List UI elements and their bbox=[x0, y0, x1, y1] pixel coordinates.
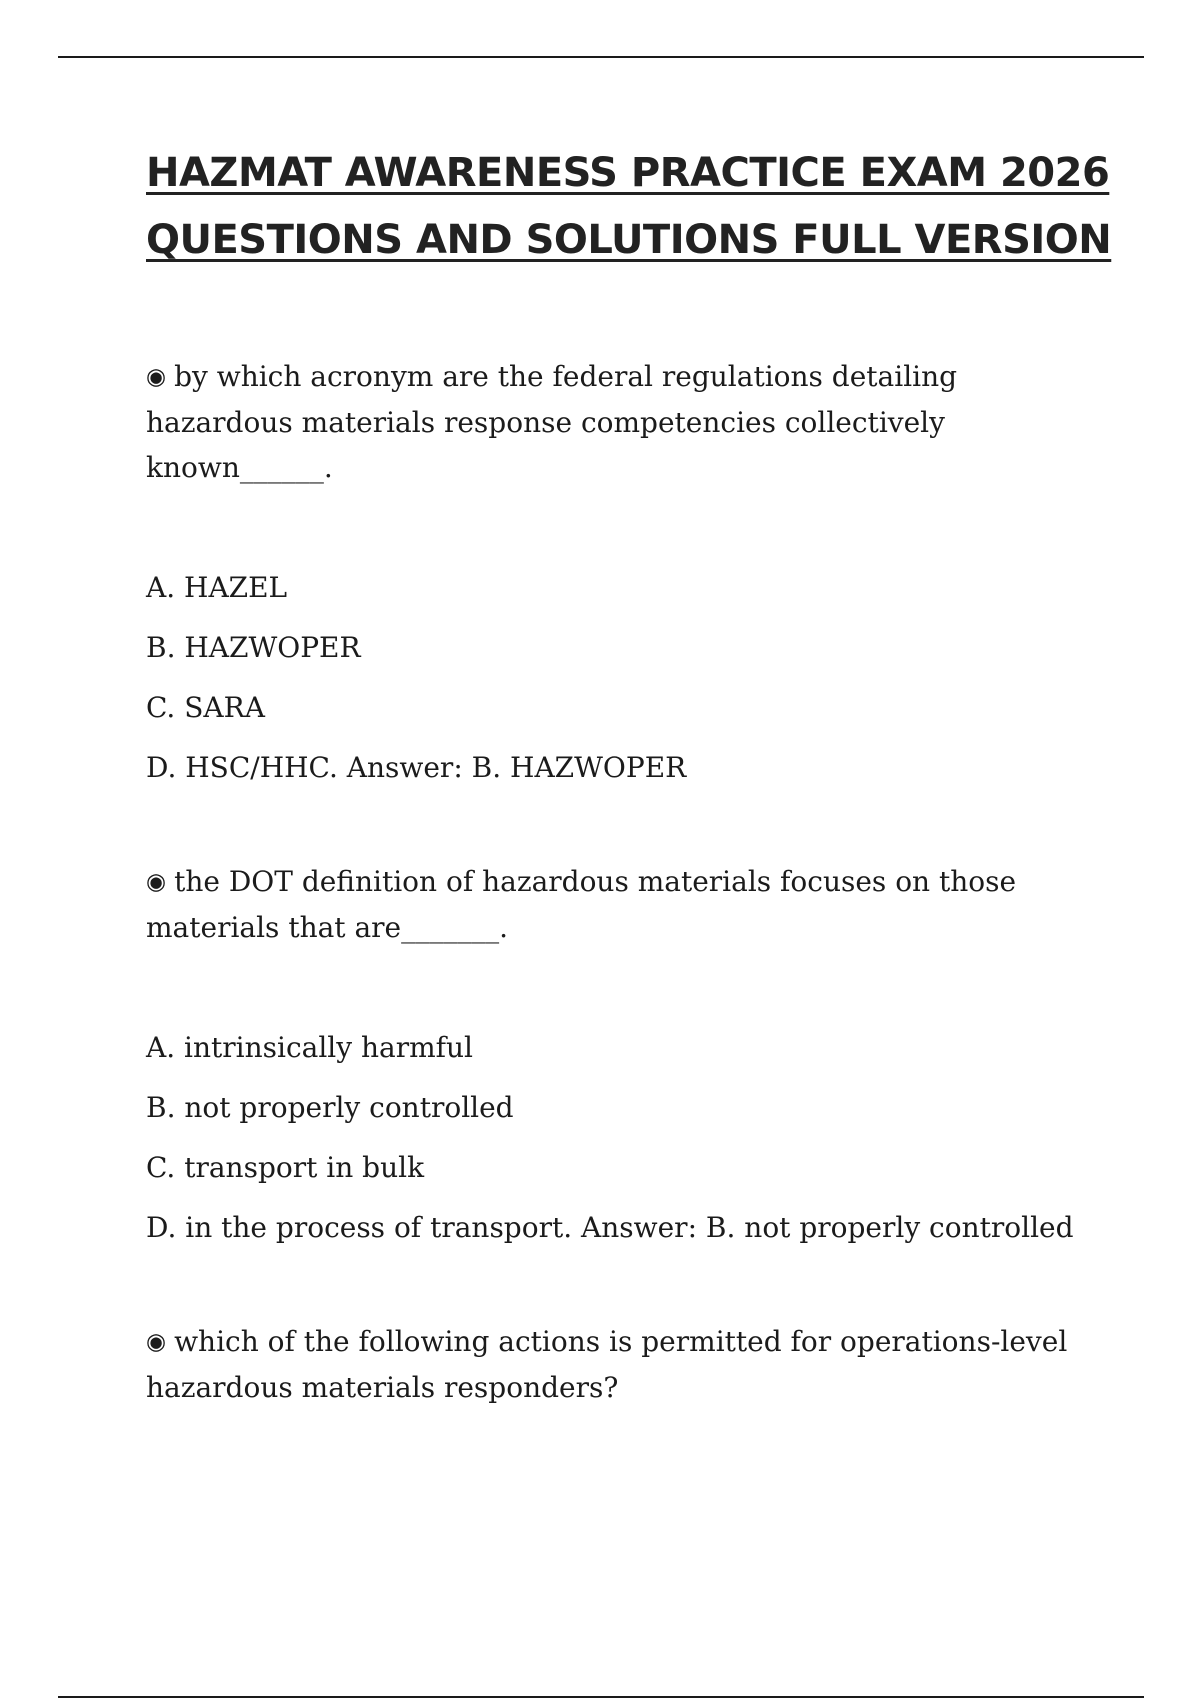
option-d-with-answer: D. HSC/HHC. Answer: B. HAZWOPER bbox=[146, 751, 687, 784]
radio-bullet-icon: ◉ bbox=[146, 364, 167, 390]
radio-bullet-icon: ◉ bbox=[146, 1329, 167, 1355]
top-rule bbox=[58, 56, 1144, 58]
question-3 bbox=[146, 1319, 1106, 1410]
option-b: B. not properly controlled bbox=[146, 1091, 514, 1124]
document-body bbox=[146, 140, 1112, 1410]
question-1-text: by which acronym are the federal regulations detailing hazardous materials response competencies collectively known______. bbox=[146, 360, 958, 484]
option-d-with-answer: D. in the process of transport. Answer: B. not properly controlled bbox=[146, 1211, 1074, 1244]
option-a: A. intrinsically harmful bbox=[146, 1031, 473, 1064]
question-2-options bbox=[146, 1018, 1106, 1258]
document-title bbox=[146, 140, 1112, 274]
question-1-options bbox=[146, 558, 1106, 798]
title-line-2: QUESTIONS AND SOLUTIONS FULL VERSION bbox=[146, 217, 1112, 263]
option-c: C. SARA bbox=[146, 691, 265, 724]
radio-bullet-icon: ◉ bbox=[146, 869, 167, 895]
bottom-rule bbox=[58, 1696, 1144, 1698]
option-c: C. transport in bulk bbox=[146, 1151, 425, 1184]
question-1 bbox=[146, 354, 1106, 490]
question-3-text: which of the following actions is permitted for operations-level hazardous materials responders? bbox=[146, 1325, 1068, 1404]
question-2-text: the DOT definition of hazardous materials focuses on those materials that are_______. bbox=[146, 865, 1017, 944]
option-b: B. HAZWOPER bbox=[146, 631, 361, 664]
title-line-1: HAZMAT AWARENESS PRACTICE EXAM 2026 bbox=[146, 150, 1110, 196]
question-2 bbox=[146, 859, 1106, 950]
option-a: A. HAZEL bbox=[146, 571, 288, 604]
